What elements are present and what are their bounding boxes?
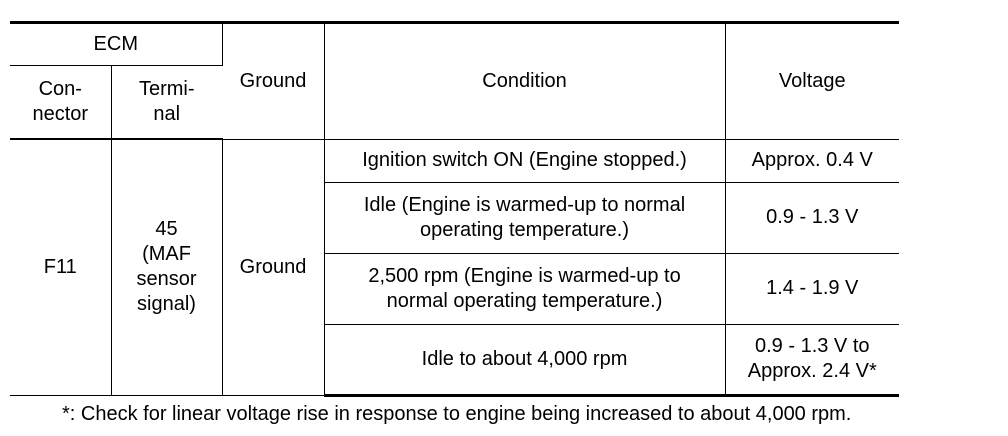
voltage-cell-2 xyxy=(725,182,899,253)
ecm-terminal-voltage-table xyxy=(10,21,899,397)
header-terminal-line1: Termi- xyxy=(138,78,195,100)
voltage-2-line1: 0.9 - 1.3 V xyxy=(766,206,859,228)
voltage-cell-3 xyxy=(725,253,899,324)
condition-cell-3 xyxy=(324,253,725,324)
condition-3-line2: normal operating temperature.) xyxy=(386,289,663,312)
footnote: *: Check for linear voltage rise in response to engine being increased to about 4,000 rpm. xyxy=(62,403,852,425)
header-ecm: ECM xyxy=(10,23,222,66)
condition-2-line2: operating temperature.) xyxy=(420,218,630,241)
header-terminal-line2: nal xyxy=(153,103,181,125)
header-connector xyxy=(10,66,111,140)
condition-cell-4 xyxy=(324,324,725,395)
header-condition: Condition xyxy=(324,23,725,140)
terminal-line1: 45 xyxy=(155,218,178,241)
condition-cell-2 xyxy=(324,182,725,253)
terminal-line3: sensor xyxy=(136,268,197,291)
condition-2-line1: Idle (Engine is warmed-up to normal xyxy=(363,193,686,216)
voltage-cell-4 xyxy=(725,324,899,395)
terminal-line4: signal) xyxy=(137,293,196,316)
condition-cell-1 xyxy=(324,139,725,182)
terminal-cell xyxy=(111,139,222,395)
header-voltage: Voltage xyxy=(725,23,899,140)
connector-cell: F11 xyxy=(10,139,111,395)
voltage-4-line2: Approx. 2.4 V* xyxy=(747,360,877,382)
header-ground: Ground xyxy=(222,23,324,140)
header-connector-line2: nector xyxy=(32,103,89,125)
ground-cell: Ground xyxy=(222,139,324,395)
voltage-1-line1: Approx. 0.4 V xyxy=(751,149,873,171)
header-terminal xyxy=(111,66,222,140)
terminal-line2: (MAF xyxy=(142,243,191,266)
voltage-4-line1: 0.9 - 1.3 V to xyxy=(755,335,870,357)
condition-3-line1: 2,500 rpm (Engine is warmed-up to xyxy=(368,264,681,287)
header-connector-line1: Con- xyxy=(38,78,82,100)
condition-1-line1: Ignition switch ON (Engine stopped.) xyxy=(362,149,687,171)
condition-4-line1: Idle to about 4,000 rpm xyxy=(421,347,628,370)
voltage-3-line1: 1.4 - 1.9 V xyxy=(766,277,859,299)
voltage-cell-1 xyxy=(725,139,899,182)
